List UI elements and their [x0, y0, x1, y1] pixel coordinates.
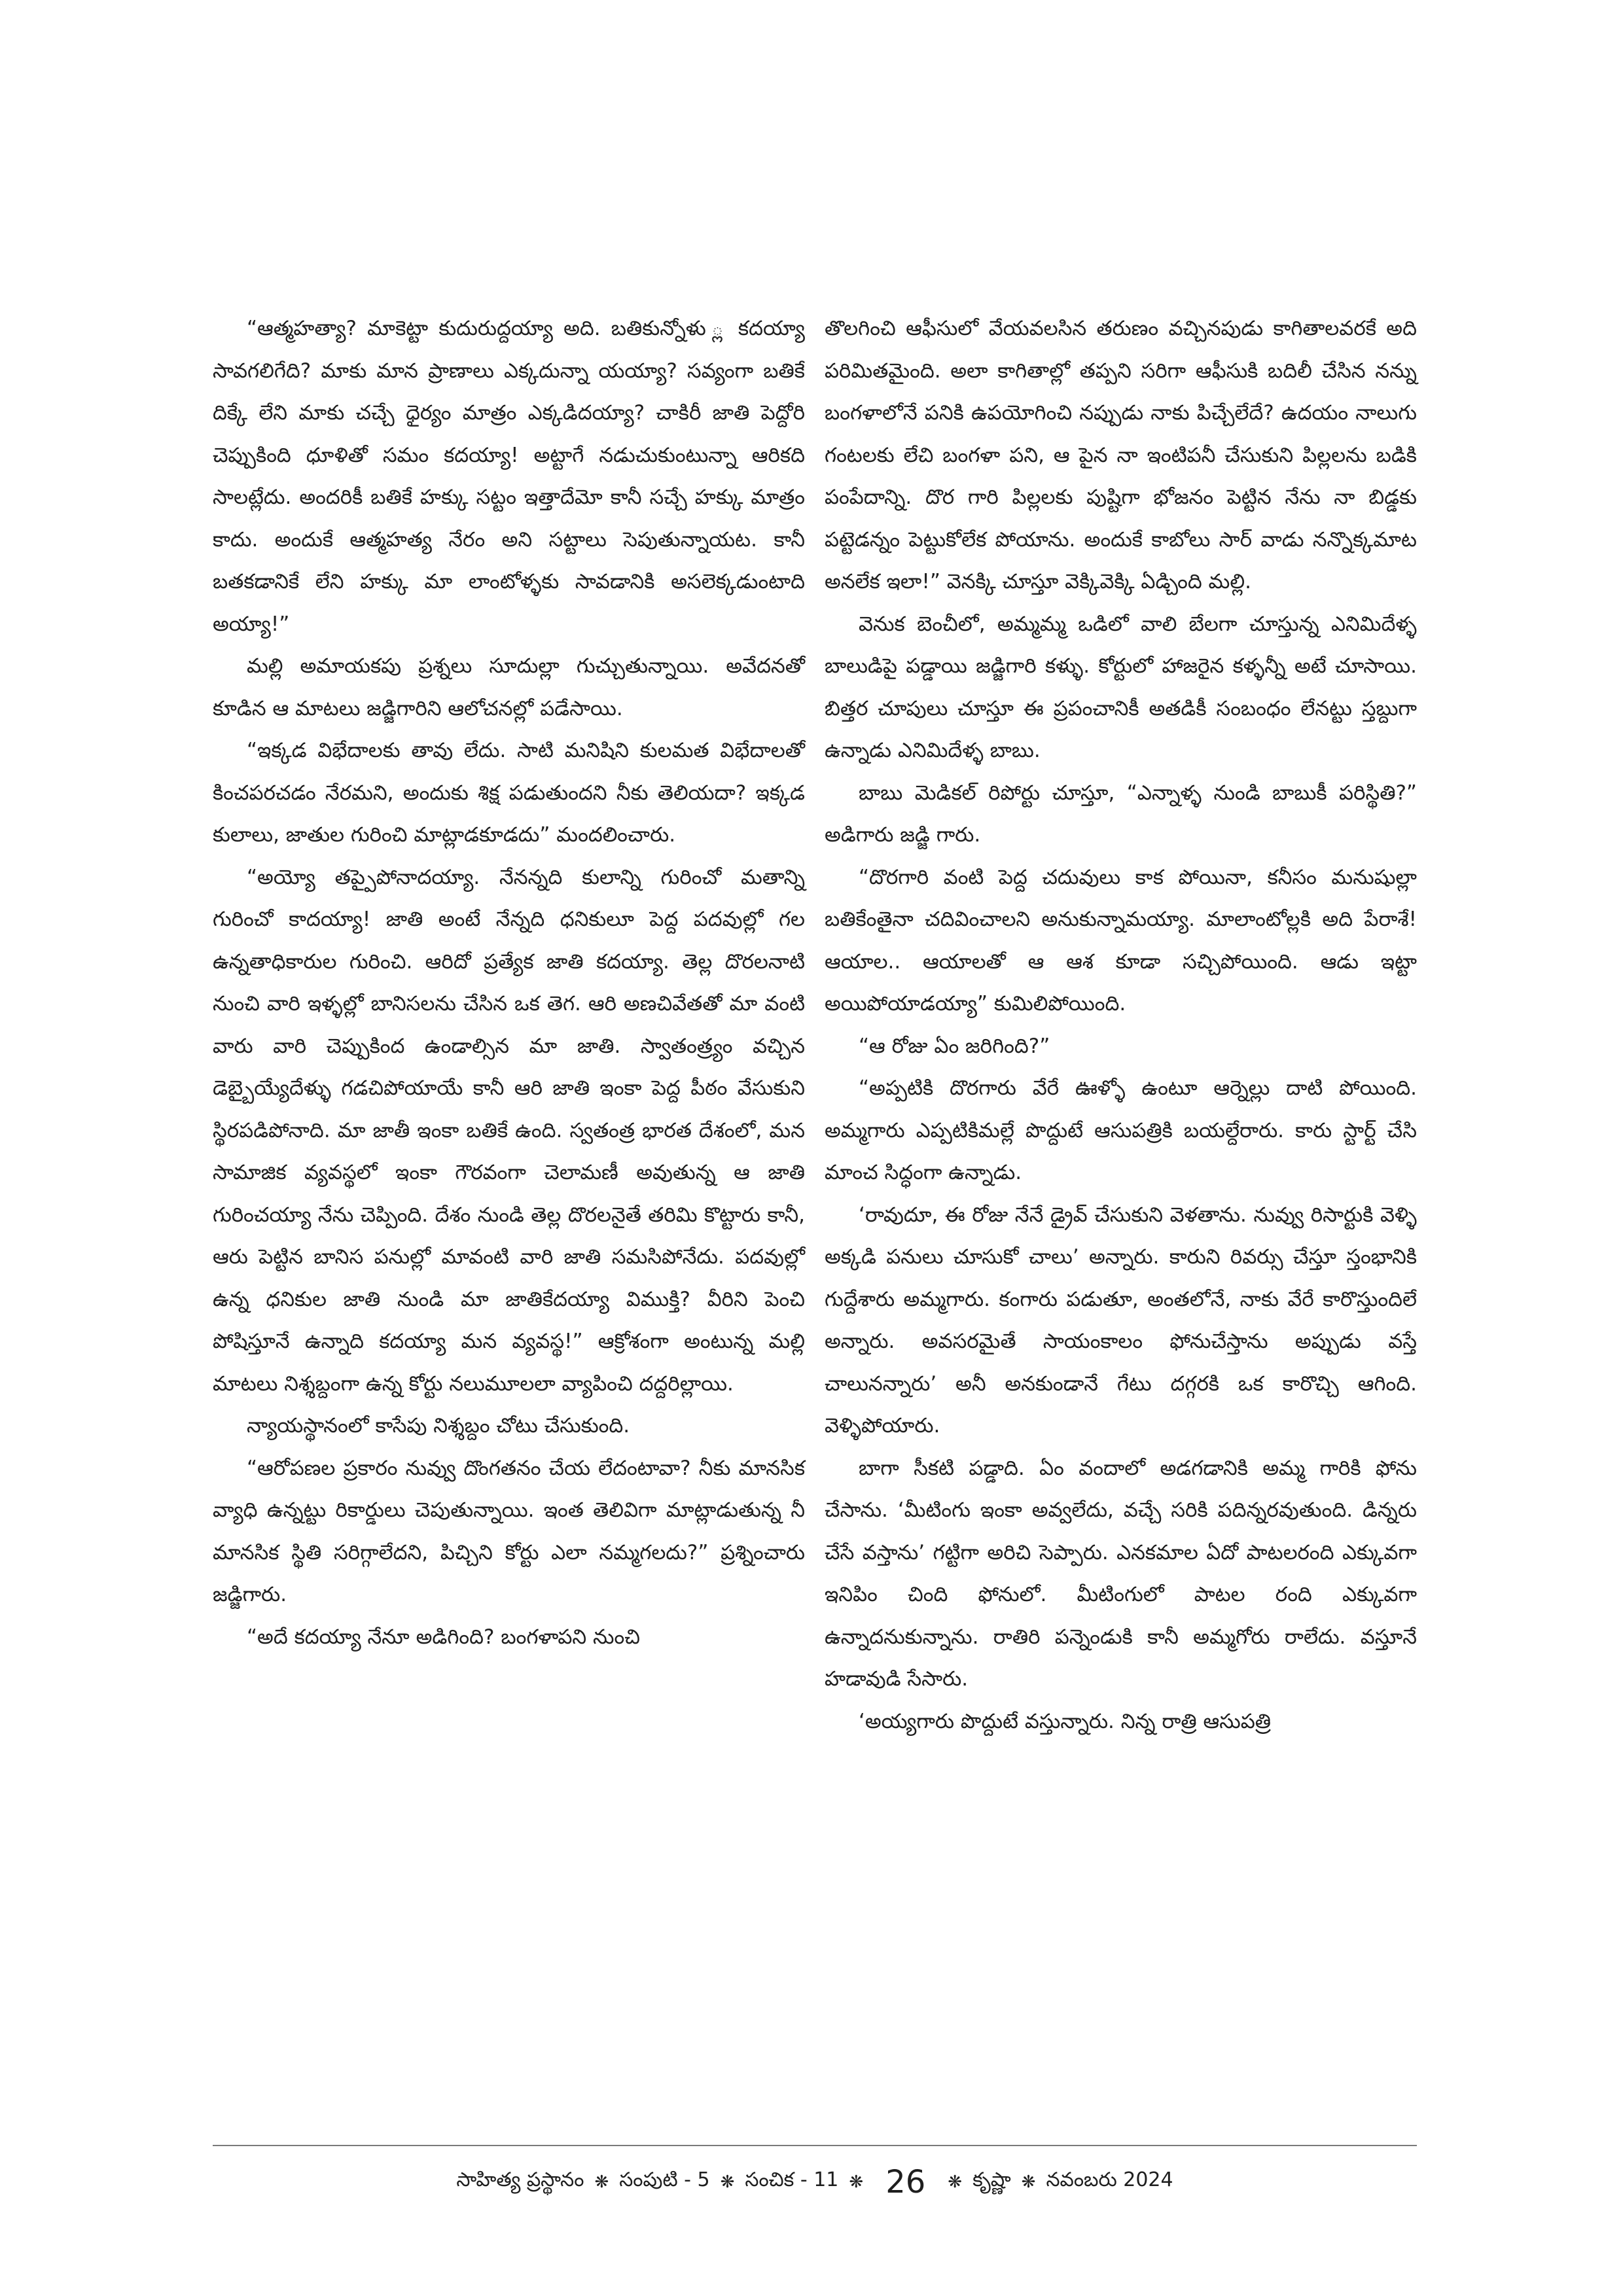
footer-separator-icon: ❋ — [594, 2172, 609, 2192]
right-paragraph-5: “ఆ రోజు ఏం జరిగింది?” — [859, 1034, 1050, 1058]
right-paragraph-6: “అప్పటికి దొరగారు వేరే ఊళ్ళో ఉంటూ ఆర్నెల్లు దాటి పోయింది. అమ్మగారు ఎప్పటికిమల్లే పొద్దుటే ఆసుపత్రికి బయల్దేరారు. కారు స్టార్ట్ చేసి మాంచ సిద్ధంగా ఉన్నాడు. — [825, 1076, 1417, 1184]
left-paragraph-6: “ఆరోపణల ప్రకారం నువ్వు దొంగతనం చేయ లేదంటావా? నీకు మానసిక వ్యాధి ఉన్నట్టు రికార్డులు చెపుతున్నాయి. ఇంత తెలివిగా మాట్లాడుతున్న నీ మానసిక స్థితి సరిగ్గాలేదని, పిచ్చిని కోర్టు ఎలా నమ్మగలదు?” ప్రశ్నించారు జడ్జిగారు. — [213, 1456, 805, 1606]
left-paragraph-1: “ఆత్మహత్యా? మాకెట్టా కుదురుద్దయ్యా అది. బతికున్నోళు ్ల కదయ్యా సావగలిగేది? మాకు మాన ప్రాణాలు ఎక్కదున్నా యయ్యా? సవ్యంగా బతికే దిక్కే లేని మాకు చచ్చే ధైర్యం మాత్రం ఎక్కడిదయ్యా? చాకిరీ జాతి పెద్దోరి చెప్పుకింది ధూళితో సమం కదయ్యా! అట్టాగే నడుచుకుంటున్నా ఆరికది సాలట్లేదు. అందరికీ బతికే హక్కు సట్టం ఇత్తాదేమో కానీ సచ్చే హక్కు మాత్రం కాదు. అందుకే ఆత్మహత్య నేరం అని సట్టాలు సెపుతున్నాయట. కానీ బతకడానికే లేని హక్కు మా లాంటోళ్ళకు సావడానికి అసలెక్కడుంటాది అయ్యా!” — [213, 317, 805, 636]
footer-issue: సంచిక - 11 — [745, 2168, 839, 2191]
right-paragraph-9: ‘అయ్యగారు పొద్దుటే వస్తున్నారు. నిన్న రాత్రి ఆసుపత్రి — [859, 1709, 1271, 1733]
left-paragraph-2: మల్లి అమాయకపు ప్రశ్నలు సూదుల్లా గుచ్చుతున్నాయి. అవేదనతో కూడిన ఆ మాటలు జడ్జిగారిని ఆలోచనల్లో పడేసాయి. — [213, 654, 805, 720]
right-paragraph-1: తొలగించి ఆఫీసులో వేయవలసిన తరుణం వచ్చినపుడు కాగితాలవరకే అది పరిమితమైంది. అలా కాగితాల్లో తప్పని సరిగా ఆఫీసుకి బదిలీ చేసిన నన్ను బంగళాలోనే పనికి ఉపయోగించి నప్పుడు నాకు పిచ్చేలేదే? ఉదయం నాలుగు గంటలకు లేచి బంగళా పని, ఆ పైన నా ఇంటిపనీ చేసుకుని పిల్లలను బడికి పంపేదాన్ని. దొర గారి పిల్లలకు పుష్టిగా భోజనం పెట్టిన నేను నా బిడ్డకు పట్టెడన్నం పెట్టుకోలేక పోయాను. అందుకే కాబోలు సార్ వాడు నన్నొక్కమాట అనలేక ఇలా!” వెనక్కి చూస్తూ వెక్కివెక్కి ఏడ్చింది మల్లి. — [825, 317, 1417, 593]
left-paragraph-3: “ఇక్కడ విభేదాలకు తావు లేదు. సాటి మనిషిని కులమత విభేదాలతో కించపరచడం నేరమని, అందుకు శిక్ష పడుతుందని నీకు తెలియదా? ఇక్కడ కులాలు, జాతుల గురించి మాట్లాడకూడదు” మందలించారు. — [213, 739, 805, 847]
footer-volume: సంపుటి - 5 — [619, 2168, 710, 2191]
page-footer — [213, 2153, 1417, 2212]
right-paragraph-3: బాబు మెడికల్ రిపోర్టు చూస్తూ, “ఎన్నాళ్ళ నుండి బాబుకీ పరిస్థితి?” అడిగారు జడ్జి గారు. — [825, 781, 1417, 847]
footer-separator-icon: ❋ — [849, 2172, 864, 2192]
footer-magazine-name: సాహిత్య ప్రస్థానం — [456, 2168, 584, 2191]
right-paragraph-7: ‘రావుదూ, ఈ రోజు నేనే డ్రైవ్ చేసుకుని వెళతాను. నువ్వు రిసార్టుకి వెళ్ళి అక్కడి పనులు చూసుకో చాలు’ అన్నారు. కారుని రివర్సు చేస్తూ స్తంభానికి గుద్దేశారు అమ్మగారు. కంగారు పడుతూ, అంతలోనే, నాకు వేరే కారొస్తుందిలే అన్నారు. అవసరమైతే సాయంకాలం ఫోనుచేస్తాను అప్పుడు వస్తే చాలునన్నారు’ అనీ అనకుండానే గేటు దగ్గరకి ఒక కారొచ్చి ఆగింది. వెళ్ళిపోయారు. — [825, 1203, 1417, 1438]
page-number: 26 — [885, 2164, 926, 2200]
left-paragraph-4: “అయ్యో తప్పైపోనాదయ్యా. నేనన్నది కులాన్ని గురించో మతాన్ని గురించో కాదయ్యా! జాతి అంటే నేన్నది ధనికులూ పెద్ద పదవుల్లో గల ఉన్నతాధికారుల గురించి. ఆరిదో ప్రత్యేక జాతి కదయ్యా. తెల్ల దొరలనాటి నుంచి వారి ఇళ్ళల్లో బానిసలను చేసిన ఒక తెగ. ఆరి అణచివేతతో మా వంటి వారు వారి చెప్పుకింద ఉండాల్సిన మా జాతి. స్వాతంత్ర్యం వచ్చిన డెబ్బైయ్యేదేళ్ళు గడచిపోయాయే కానీ ఆరి జాతి ఇంకా పెద్ద పీఠం వేసుకుని స్థిరపడిపోనాది. మా జాతీ ఇంకా బతికే ఉంది. స్వతంత్ర భారత దేశంలో, మన సామాజిక వ్యవస్థలో ఇంకా గౌరవంగా చెలామణీ అవుతున్న ఆ జాతి గురించయ్యా నేను చెప్పింది. దేశం నుండి తెల్ల దొరలనైతే తరిమి కొట్టారు కానీ, ఆరు పెట్టిన బానిస పనుల్లో మావంటి వారి జాతి సమసిపోనేదు. పదవుల్లో ఉన్న ధనికుల జాతి నుండి మా జాతికేదయ్యా విముక్తి? వీరిని పెంచి పోషిస్తూనే ఉన్నాది కదయ్యా మన వ్యవస్థ!” ఆక్రోశంగా అంటున్న మల్లి మాటలు నిశ్శబ్దంగా ఉన్న కోర్టు నలుమూలలా వ్యాపించి దద్దరిల్లాయి. — [213, 865, 805, 1396]
left-column — [213, 308, 805, 1658]
right-paragraph-4: “దొరగారి వంటి పెద్ద చదువులు కాక పోయినా, కనీసం మనుషుల్లా బతికేంతైనా చదివించాలని అనుకున్నామయ్యా. మాలాంటోల్లకి అది పేరాశే! ఆయాల.. ఆయాలతో ఆ ఆశ కూడా సచ్చిపోయింది. ఆడు ఇట్టా అయిపోయాడయ్యా” కుమిలిపోయింది. — [825, 865, 1417, 1016]
footer-date: నవంబరు 2024 — [1046, 2168, 1173, 2191]
right-paragraph-8: బాగా సీకటి పడ్డాది. ఏం వందాలో అడగడానికి అమ్మ గారికి ఫోను చేసాను. ‘మీటింగు ఇంకా అవ్వలేదు, వచ్చే సరికి పదిన్నరవుతుంది. డిన్నరు చేసే వస్తాను’ గట్టిగా అరిచి సెప్పారు. ఎనకమాల ఏదో పాటలరంది ఎక్కువగా ఇనిపిం చింది ఫోనులో. మీటింగులో పాటల రంది ఎక్కువగా ఉన్నాదనుకున్నాను. రాతిరి పన్నెండుకి కానీ అమ్మగోరు రాలేదు. వస్తూనే హడావుడి సేసారు. — [825, 1456, 1417, 1691]
footer-separator-icon: ❋ — [720, 2172, 735, 2192]
left-paragraph-7: “అదే కదయ్యా నేనూ అడిగింది? బంగళాపని నుంచి — [247, 1625, 640, 1649]
footer-month-name: కృష్ణా — [972, 2168, 1011, 2191]
footer-divider — [213, 2145, 1417, 2146]
right-column — [825, 308, 1417, 1742]
footer-separator-icon: ❋ — [1021, 2172, 1036, 2192]
right-paragraph-2: వెనుక బెంచీలో, అమ్మమ్మ ఒడిలో వాలి బేలగా చూస్తున్న ఎనిమిదేళ్ళ బాలుడిపై పడ్డాయి జడ్జిగారి కళ్ళు. కోర్టులో హాజరైన కళ్ళన్నీ అటే చూసాయి. బిత్తర చూపులు చూస్తూ ఈ ప్రపంచానికీ అతడికీ సంబంధం లేనట్టు స్తబ్దుగా ఉన్నాడు ఎనిమిదేళ్ళ బాబు. — [825, 612, 1417, 762]
footer-separator-icon: ❋ — [948, 2172, 963, 2192]
left-paragraph-5: న్యాయస్థానంలో కాసేపు నిశ్శబ్దం చోటు చేసుకుంది. — [247, 1414, 630, 1438]
